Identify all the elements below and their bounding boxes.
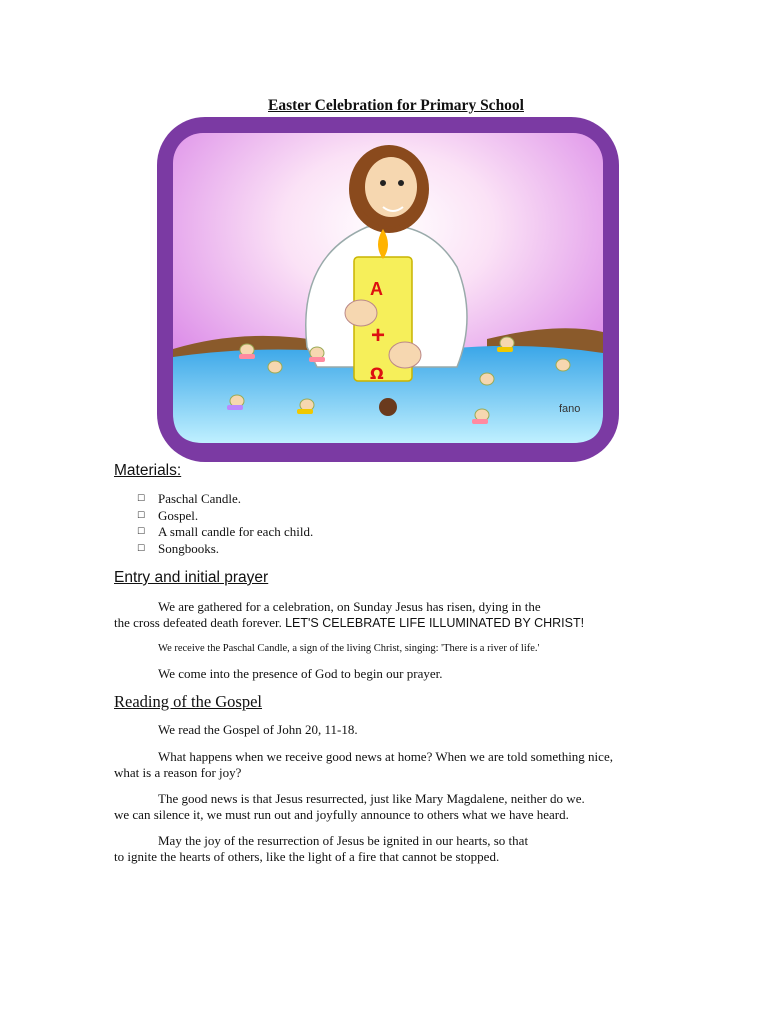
gospel-heading: Reading of the Gospel [114,692,263,711]
materials-list [137,491,313,557]
gospel-paragraph-4: May the joy of the resurrection of Jesus be ignited in our hearts, so that to ignite the hearts of others, like the light of a fire that cannot be stopped. [114,833,529,864]
list-item: ☐ Paschal Candle. [137,491,242,506]
gospel-paragraph-2: What happens when we receive good news at home? When we are told something nice, what is a reason for joy? [114,749,613,780]
candle-cross: + [371,322,386,349]
materials-heading: Materials: [114,462,182,479]
bullet-box-icon: ☐ [137,527,146,537]
bullet-box-icon: ☐ [137,494,146,504]
gospel-paragraph-1: We read the Gospel of John 20, 11-18. [158,722,358,737]
entry-paragraph-1: We are gathered for a celebration, on Sunday Jesus has risen, dying in the the cross defeated death forever. LET'S CELEBRATE LIFE ILLUMINATED BY CHRIST! [114,599,585,630]
gospel-paragraph-3: The good news is that Jesus resurrected, just like Mary Magdalene, neither do we. we can silence it, we must run out and joyfully announce to others what we have heard. [114,791,585,822]
list-item: ☐ Songbooks. [137,540,220,556]
page-title: Easter Celebration for Primary School [268,97,524,114]
artist-signature: fano [559,403,581,415]
entry-paragraph-2: We receive the Paschal Candle, a sign of the living Christ, singing: 'There is a river of life.' [158,643,540,654]
bullet-box-icon: ☐ [137,510,146,521]
candle-letter-omega: Ω [370,364,384,383]
entry-heading: Entry and initial prayer [114,569,269,586]
bullet-box-icon: ☐ [137,543,146,554]
list-item: ☐ Gospel. [137,507,199,523]
entry-paragraph-3: We come into the presence of God to begin our prayer. [158,666,443,681]
easter-illustration [157,117,619,462]
candle-letter-alpha: A [370,279,383,299]
list-item: ☐ A small candle for each child. [137,524,314,539]
